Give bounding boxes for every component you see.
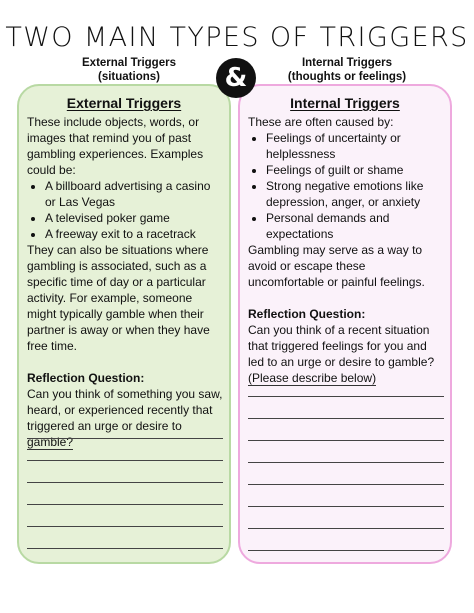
internal-panel-title: Internal Triggers [290,95,400,111]
list-item: • Strong negative emotions like depression, anger, or anxiety [266,178,444,210]
list-item: • Feelings of guilt or shame [266,162,444,178]
external-reflection-text: Can you think of something you saw, heard, or experienced recently that triggered an urge or desire to [27,387,223,433]
answer-line-internal-5[interactable] [248,484,444,485]
list-item: • Feelings of uncertainty or helplessness [266,130,444,162]
external-panel-text [27,114,223,450]
answer-line-internal-3[interactable] [248,440,444,441]
list-item: • Personal demands and expectations [266,210,444,242]
answer-line-external-2[interactable] [27,460,223,461]
internal-panel-text [248,114,444,386]
answer-line-internal-1[interactable] [248,396,444,397]
external-reflection-label: Reflection Question: [27,371,145,385]
answer-line-external-1[interactable] [27,438,223,439]
internal-reflection-instruction [248,370,444,386]
answer-line-internal-7[interactable] [248,528,444,529]
external-body: They can also be situations where gambling is associated, such as a specific time of day or a particular activity. For example, someone might typically gamble when their partner is away or when they have free time. [27,243,210,353]
answer-line-internal-4[interactable] [248,462,444,463]
answer-line-external-6[interactable] [27,548,223,549]
answer-line-internal-8[interactable] [248,550,444,551]
list-item: • A billboard advertising a casino or Las Vegas [45,178,223,210]
external-subtitle [64,56,194,84]
answer-line-external-4[interactable] [27,504,223,505]
internal-body: Gambling may serve as a way to avoid or escape these uncomfortable or painful feelings. [248,243,425,289]
answer-line-external-5[interactable] [27,526,223,527]
external-triggers-panel [17,84,231,564]
internal-subtitle [282,56,412,84]
external-reflection-question [27,386,223,450]
internal-reflection-question: Can you think of a recent situation that triggered feelings for you and led to an urge or desire to gamble? [248,323,435,369]
external-subtitle-desc: (situations) [98,71,160,83]
list-item: • A televised poker game [45,210,223,226]
answer-line-external-3[interactable] [27,482,223,483]
ampersand-badge: & [216,58,256,98]
external-reflection-last: gamble? [27,435,74,449]
internal-causes-list [248,130,444,242]
internal-reflection-label: Reflection Question: [248,307,366,321]
internal-subtitle-name: Internal Triggers [301,57,393,69]
internal-triggers-panel [238,84,452,564]
external-panel-title: External Triggers [66,95,182,111]
internal-subtitle-desc: (thoughts or feelings) [287,71,407,83]
external-examples-list [27,178,223,242]
internal-reflection-last: (Please describe below) [248,371,377,385]
list-item: • A freeway exit to a racetrack [45,226,223,242]
answer-line-internal-2[interactable] [248,418,444,419]
internal-intro: These are often caused by: [248,115,394,129]
external-intro: These include objects, words, or images that remind you of past gambling experiences. Examples could be: [27,115,204,177]
page-title: TWO MAIN TYPES OF TRIGGERS [5,22,469,53]
external-subtitle-name: External Triggers [82,57,176,69]
answer-line-internal-6[interactable] [248,506,444,507]
